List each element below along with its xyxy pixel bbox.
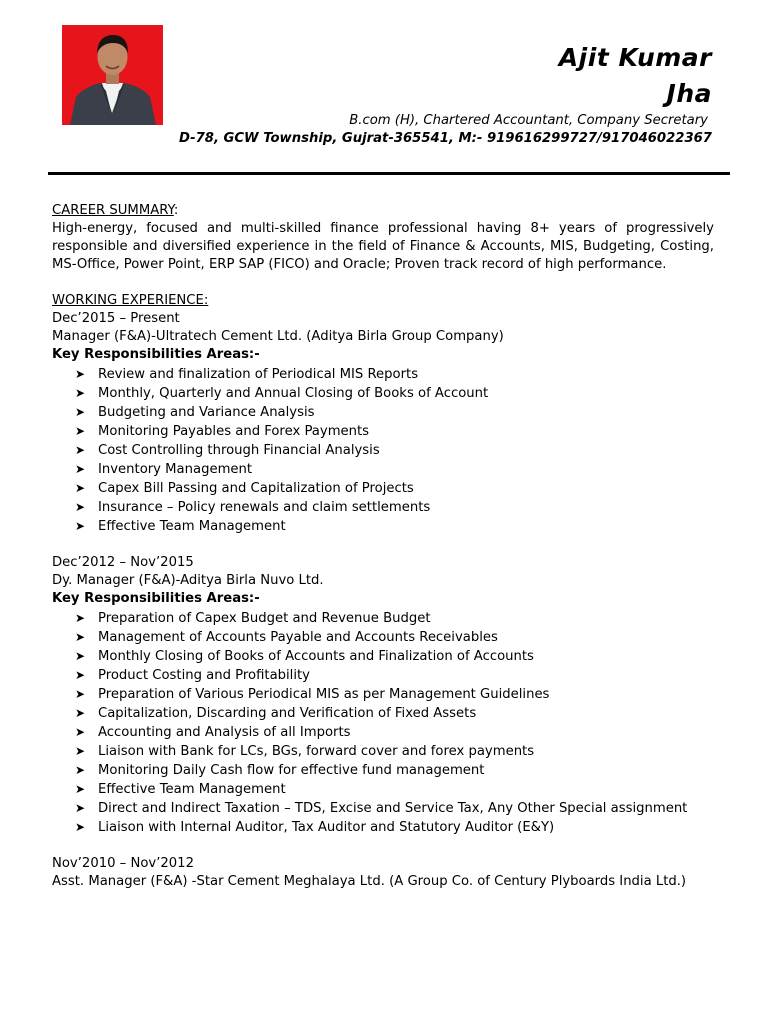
responsibility-list <box>52 609 714 837</box>
arrow-bullet-icon: ➤ <box>75 386 86 400</box>
contact-address: D-78, GCW Township, Gujrat-365541, M:- 919616299727/917046022367 <box>178 131 712 146</box>
kra-label: Key Responsibilities Areas:- <box>52 591 260 606</box>
list-item: ➤ Liaison with Internal Auditor, Tax Auditor and Statutory Auditor (E&Y) <box>75 820 555 835</box>
arrow-bullet-icon: ➤ <box>75 744 86 758</box>
arrow-bullet-icon: ➤ <box>75 706 86 720</box>
arrow-bullet-icon: ➤ <box>75 687 86 701</box>
job-period: Dec’2015 – Present <box>52 311 180 326</box>
list-item: ➤ Monthly Closing of Books of Accounts and Finalization of Accounts <box>75 649 534 664</box>
candidate-name-first: Ajit Kumar <box>558 43 712 72</box>
list-item: ➤ Cost Controlling through Financial Analysis <box>75 443 380 458</box>
list-item: ➤ Monitoring Daily Cash flow for effective fund management <box>75 763 485 778</box>
list-item: ➤ Product Costing and Profitability <box>75 668 310 683</box>
list-item: ➤ Preparation of Various Periodical MIS as per Management Guidelines <box>75 687 550 702</box>
job-entry <box>52 310 714 536</box>
arrow-bullet-icon: ➤ <box>75 405 86 419</box>
list-item: ➤ Insurance – Policy renewals and claim settlements <box>75 500 431 515</box>
list-item: ➤ Capex Bill Passing and Capitalization of Projects <box>75 481 414 496</box>
working-experience-heading: WORKING EXPERIENCE: <box>52 293 209 308</box>
job-title: Manager (F&A)-Ultratech Cement Ltd. (Aditya Birla Group Company) <box>52 329 504 344</box>
arrow-bullet-icon: ➤ <box>75 611 86 625</box>
list-item: ➤ Direct and Indirect Taxation – TDS, Excise and Service Tax, Any Other Special assignment <box>75 801 688 816</box>
job-title: Dy. Manager (F&A)-Aditya Birla Nuvo Ltd. <box>52 573 324 588</box>
list-item: ➤ Budgeting and Variance Analysis <box>75 405 315 420</box>
list-item: ➤ Accounting and Analysis of all Imports <box>75 725 351 740</box>
list-item: ➤ Monthly, Quarterly and Annual Closing of Books of Account <box>75 386 489 401</box>
job-title: Asst. Manager (F&A) -Star Cement Meghalaya Ltd. (A Group Co. of Century Plyboards India Ltd.) <box>52 874 687 889</box>
list-item: ➤ Capitalization, Discarding and Verification of Fixed Assets <box>75 706 477 721</box>
qualifications: B.com (H), Chartered Accountant, Company Secretary <box>349 113 708 128</box>
arrow-bullet-icon: ➤ <box>75 630 86 644</box>
person-photo-icon <box>62 25 163 125</box>
arrow-bullet-icon: ➤ <box>75 725 86 739</box>
job-period: Nov’2010 – Nov’2012 <box>52 856 194 871</box>
job-period: Dec’2012 – Nov’2015 <box>52 555 194 570</box>
arrow-bullet-icon: ➤ <box>75 782 86 796</box>
profile-photo <box>62 25 163 125</box>
arrow-bullet-icon: ➤ <box>75 424 86 438</box>
list-item: ➤ Effective Team Management <box>75 519 286 534</box>
arrow-bullet-icon: ➤ <box>75 649 86 663</box>
list-item: ➤ Effective Team Management <box>75 782 286 797</box>
job-entry <box>52 855 714 891</box>
responsibility-list <box>52 365 714 536</box>
arrow-bullet-icon: ➤ <box>75 443 86 457</box>
list-item: ➤ Preparation of Capex Budget and Revenue Budget <box>75 611 431 626</box>
candidate-name-last: Jha <box>666 79 712 108</box>
list-item: ➤ Review and finalization of Periodical MIS Reports <box>75 367 419 382</box>
arrow-bullet-icon: ➤ <box>75 820 86 834</box>
arrow-bullet-icon: ➤ <box>75 801 86 815</box>
arrow-bullet-icon: ➤ <box>75 367 86 381</box>
arrow-bullet-icon: ➤ <box>75 462 86 476</box>
career-summary-heading: CAREER SUMMARY: <box>52 203 179 218</box>
arrow-bullet-icon: ➤ <box>75 481 86 495</box>
arrow-bullet-icon: ➤ <box>75 763 86 777</box>
list-item: ➤ Management of Accounts Payable and Accounts Receivables <box>75 630 498 645</box>
list-item: ➤ Inventory Management <box>75 462 253 477</box>
job-entry <box>52 554 714 837</box>
list-item: ➤ Liaison with Bank for LCs, BGs, forward cover and forex payments <box>75 744 535 759</box>
arrow-bullet-icon: ➤ <box>75 500 86 514</box>
career-summary-text: High-energy, focused and multi-skilled finance professional having 8+ years of progressively responsible and diversified experience in the field of Finance & Accounts, MIS, Budgeting, Costing, MS-Office, Power Point, ERP SAP (FICO) and Oracle; Proven track record of high performance. <box>52 221 714 272</box>
arrow-bullet-icon: ➤ <box>75 668 86 682</box>
list-item: ➤ Monitoring Payables and Forex Payments <box>75 424 370 439</box>
kra-label: Key Responsibilities Areas:- <box>52 347 260 362</box>
arrow-bullet-icon: ➤ <box>75 519 86 533</box>
resume-body <box>52 202 714 891</box>
header-divider <box>48 172 730 175</box>
